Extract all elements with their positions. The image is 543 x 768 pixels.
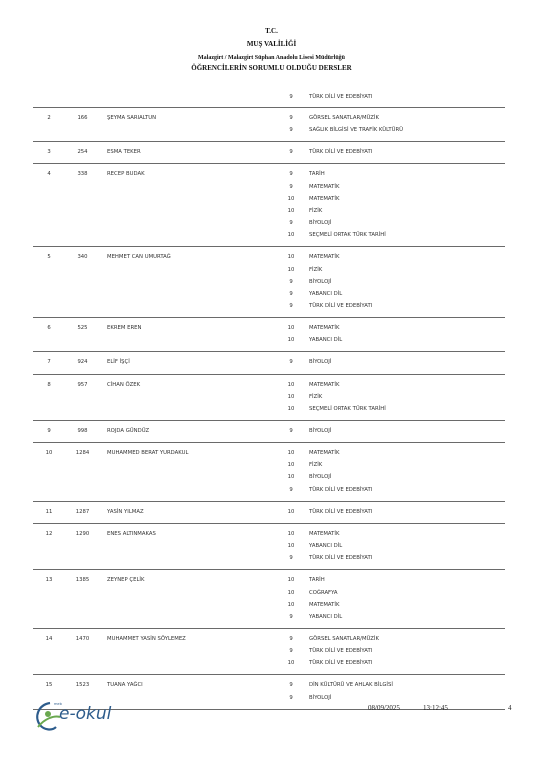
row-divider — [33, 374, 505, 375]
course-subject: MATEMATİK — [309, 254, 340, 261]
student-row-number: 12 — [45, 530, 53, 537]
student-school-number: 1385 — [75, 577, 90, 584]
row-divider — [33, 523, 505, 524]
course-grade: 10 — [287, 589, 295, 596]
student-name: MEHMET CAN UMURTAĞ — [107, 254, 171, 261]
student-name: ROJDA GÜNDÜZ — [107, 428, 150, 434]
course-grade: 10 — [287, 474, 295, 481]
course-subject: YABANCI DİL — [309, 337, 343, 344]
row-divider — [33, 351, 505, 352]
course-grade: 9 — [289, 149, 293, 156]
student-name: ENES ALTINMAKAS — [107, 530, 156, 537]
student-name: ŞEYMA SARIALTUN — [107, 115, 157, 121]
course-grade: 9 — [289, 359, 293, 366]
row-divider — [33, 442, 505, 443]
course-grade: 10 — [287, 337, 295, 344]
course-subject: SEÇMELİ ORTAK TÜRK TARİHİ — [309, 232, 386, 239]
course-grade: 10 — [287, 381, 295, 388]
course-subject: TARİH — [309, 171, 325, 178]
course-grade: 9 — [289, 648, 293, 655]
course-grade: 10 — [287, 195, 295, 202]
student-row-number: 14 — [45, 635, 53, 642]
student-school-number: 1287 — [75, 508, 90, 515]
course-grade: 9 — [289, 302, 293, 309]
course-subject: TÜRK DİLİ VE EDEBİYATI — [309, 486, 373, 493]
student-school-number: 338 — [77, 171, 88, 178]
student-name: ELİF İŞÇİ — [107, 359, 130, 366]
student-row-number: 9 — [47, 428, 51, 434]
course-grade: 9 — [289, 290, 293, 297]
course-grade: 10 — [287, 601, 295, 608]
course-subject: BİYOLOJİ — [309, 474, 332, 481]
course-grade: 10 — [287, 266, 295, 273]
course-grade: 9 — [289, 613, 293, 620]
course-subject: TÜRK DİLİ VE EDEBİYATI — [309, 648, 373, 655]
course-subject: FİZİK — [309, 462, 323, 469]
header-school: Malazgirt / Malazgirt Süphan Anadolu Lisesi Müdürlüğü — [197, 55, 346, 61]
course-subject: TÜRK DİLİ VE EDEBİYATI — [309, 555, 373, 562]
student-row-number: 7 — [47, 359, 51, 366]
course-grade: 10 — [287, 462, 295, 469]
student-school-number: 998 — [77, 428, 88, 434]
course-grade: 10 — [287, 530, 295, 537]
course-subject: YABANCI DİL — [309, 613, 343, 620]
student-school-number: 166 — [77, 115, 88, 121]
student-name: YASİN YILMAZ — [107, 508, 144, 515]
student-row-number: 11 — [45, 508, 53, 515]
student-school-number: 340 — [77, 254, 88, 261]
student-row-number: 3 — [47, 149, 51, 156]
course-grade: 10 — [287, 232, 295, 239]
course-subject: MATEMATİK — [309, 325, 340, 332]
course-grade: 9 — [289, 127, 293, 134]
row-divider — [33, 628, 505, 629]
course-grade: 9 — [289, 635, 293, 642]
student-name: TUANA YAĞCI — [107, 682, 143, 689]
course-grade: 9 — [289, 278, 293, 285]
course-grade: 9 — [289, 486, 293, 493]
course-grade: 9 — [289, 694, 293, 701]
student-school-number: 957 — [77, 381, 88, 388]
student-school-number: 924 — [77, 359, 88, 366]
row-divider — [33, 163, 505, 164]
course-subject: TARİH — [309, 577, 325, 584]
student-name: RECEP BUDAK — [107, 171, 145, 178]
student-row-number: 6 — [47, 325, 51, 332]
student-row-number: 2 — [47, 115, 51, 121]
student-row-number: 10 — [45, 450, 53, 457]
student-name: MUHAMMED BERAT YURDAKUL — [107, 450, 189, 457]
course-subject: MATEMATİK — [309, 601, 340, 608]
course-grade: 10 — [287, 207, 295, 214]
course-subject: BİYOLOJİ — [309, 428, 332, 434]
course-subject: COĞRAFYA — [309, 589, 338, 596]
course-subject: TÜRK DİLİ VE EDEBİYATI — [309, 94, 373, 100]
row-divider — [33, 246, 505, 247]
row-divider — [33, 141, 505, 142]
course-subject: TÜRK DİLİ VE EDEBİYATI — [309, 660, 373, 667]
course-grade: 9 — [289, 94, 293, 100]
course-grade: 9 — [289, 428, 293, 434]
row-divider — [33, 569, 505, 570]
course-subject: TÜRK DİLİ VE EDEBİYATI — [309, 508, 373, 515]
course-grade: 10 — [287, 393, 295, 400]
student-row-number: 4 — [47, 171, 51, 178]
student-row-number: 8 — [47, 381, 51, 388]
course-grade: 9 — [289, 555, 293, 562]
course-grade: 9 — [289, 115, 293, 121]
student-name: ZEYNEP ÇELİK — [107, 577, 145, 584]
row-divider — [33, 674, 505, 675]
course-subject: MATEMATİK — [309, 381, 340, 388]
course-subject: GÖRSEL SANATLAR/MÜZİK — [309, 115, 379, 121]
student-name: ESMA TEKER — [107, 149, 141, 156]
course-grade: 9 — [289, 682, 293, 689]
row-divider — [33, 501, 505, 502]
print-time: 13:12:45 — [423, 704, 448, 712]
student-school-number: 1290 — [75, 530, 90, 537]
header-tc: T.C. — [265, 27, 278, 35]
course-subject: YABANCI DİL — [309, 290, 343, 297]
student-name: EKREM EREN — [107, 325, 142, 332]
row-divider — [33, 420, 505, 421]
course-subject: BİYOLOJİ — [309, 220, 332, 227]
student-school-number: 254 — [77, 149, 88, 156]
row-divider — [33, 317, 505, 318]
student-school-number: 1284 — [75, 450, 90, 457]
course-grade: 10 — [287, 543, 295, 550]
course-subject: TÜRK DİLİ VE EDEBİYATI — [309, 302, 373, 309]
logo-text: e-okul — [59, 704, 112, 724]
course-grade: 10 — [287, 577, 295, 584]
print-date: 08/09/2025 — [368, 704, 400, 712]
student-school-number: 1523 — [75, 682, 90, 689]
course-subject: SEÇMELİ ORTAK TÜRK TARİHİ — [309, 405, 386, 412]
course-grade: 10 — [287, 405, 295, 412]
course-grade: 10 — [287, 508, 295, 515]
course-subject: MATEMATİK — [309, 450, 340, 457]
course-subject: MATEMATİK — [309, 530, 340, 537]
course-subject: SAĞLIK BİLGİSİ VE TRAFİK KÜLTÜRÜ — [309, 127, 404, 134]
logo-meb-text: meb — [54, 702, 62, 706]
course-grade: 9 — [289, 183, 293, 190]
course-grade: 10 — [287, 450, 295, 457]
course-grade: 9 — [289, 220, 293, 227]
student-row-number: 13 — [45, 577, 53, 584]
course-subject: TÜRK DİLİ VE EDEBİYATI — [309, 149, 373, 156]
course-subject: DİN KÜLTÜRÜ VE AHLAK BİLGİSİ — [309, 682, 393, 689]
student-row-number: 15 — [45, 682, 53, 689]
course-subject: BİYOLOJİ — [309, 359, 332, 366]
student-name: CİHAN ÖZEK — [107, 381, 141, 388]
course-subject: MATEMATİK — [309, 183, 340, 190]
course-subject: GÖRSEL SANATLAR/MÜZİK — [309, 635, 379, 642]
course-subject: FİZİK — [309, 207, 323, 214]
course-grade: 9 — [289, 171, 293, 178]
student-row-number: 5 — [47, 254, 51, 261]
header-governorship: MUŞ VALİLİĞİ — [246, 40, 297, 48]
course-subject: FİZİK — [309, 393, 323, 400]
course-subject: FİZİK — [309, 266, 323, 273]
course-subject: YABANCI DİL — [309, 543, 343, 550]
student-school-number: 525 — [77, 325, 88, 332]
student-name: MUHAMMET YASİN SÖYLEMEZ — [107, 635, 186, 642]
page-title: ÖĞRENCİLERİN SORUMLU OLDUĞU DERSLER — [191, 64, 352, 72]
course-grade: 10 — [287, 325, 295, 332]
course-grade: 10 — [287, 660, 295, 667]
course-subject: BİYOLOJİ — [309, 278, 332, 285]
course-grade: 10 — [287, 254, 295, 261]
row-divider — [33, 107, 505, 108]
course-subject: MATEMATİK — [309, 195, 340, 202]
course-subject: BİYOLOJİ — [309, 694, 332, 701]
page-number: 4 — [508, 704, 512, 712]
student-school-number: 1470 — [75, 635, 90, 642]
